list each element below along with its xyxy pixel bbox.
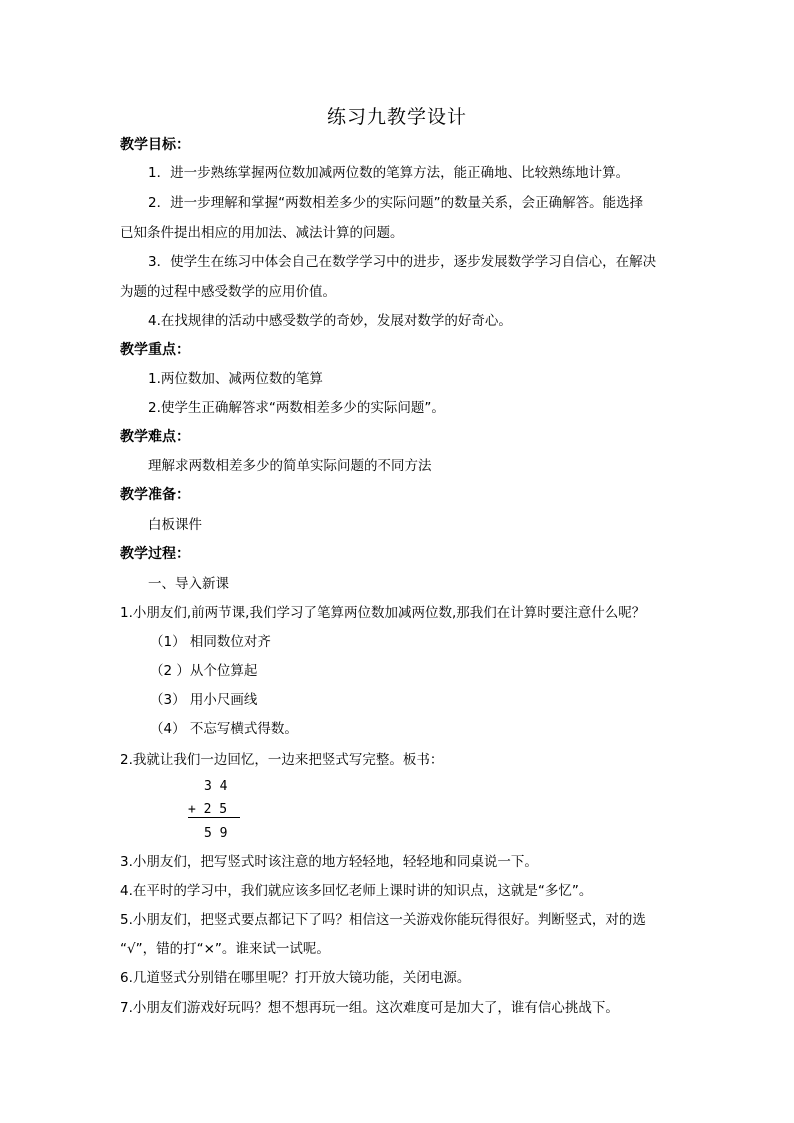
process-step-1: 1.小朋友们,前两节课,我们学习了笔算两位数加减两位数,那我们在计算时要注意什么呢？ <box>120 605 646 621</box>
process-item-3: （3） 用小尺画线 <box>150 692 258 708</box>
goal-line-4: 4.在找规律的活动中感受数学的奇妙，发展对数学的好奇心。 <box>148 313 512 329</box>
process-step-7: 7.小朋友们游戏好玩吗？想不想再玩一组。这次难度可是加大了，谁有信心挑战下。 <box>120 1000 619 1016</box>
process-step-5: 5.小朋友们，把竖式要点都记下了吗？相信这一关游戏你能玩得很好。判断竖式，对的选 <box>120 912 646 928</box>
process-step-2: 2.我就让我们一边回忆，一边来把竖式写完整。板书： <box>120 752 444 768</box>
key-heading: 教学重点： <box>120 342 190 358</box>
goals-heading: 教学目标： <box>120 137 190 153</box>
key-point-1: 1.两位数加、减两位数的笔算 <box>148 371 323 387</box>
goal-line-2: 2．进一步理解和掌握“两数相差多少的实际问题”的数量关系，会正确解答。能选择 <box>148 195 644 211</box>
process-step-5-cont: “√”，错的打“×”。谁来试一试呢。 <box>120 941 330 957</box>
goal-line-2-cont: 已知条件提出相应的用加法、减法计算的问题。 <box>120 225 404 241</box>
process-step-6: 6.几道竖式分别错在哪里呢？打开放大镜功能，关闭电源。 <box>120 970 471 986</box>
calc-row-1: 3 4 <box>204 779 228 794</box>
process-step-4: 4.在平时的学习中，我们就应该多回忆老师上课时讲的知识点，这就是“多忆”。 <box>120 883 593 899</box>
process-step-3: 3.小朋友们，把写竖式时该注意的地方轻轻地，轻轻地和同桌说一下。 <box>120 854 538 870</box>
prep-text: 白板课件 <box>148 517 202 533</box>
process-intro: 一、导入新课 <box>148 576 229 592</box>
difficulty-heading: 教学难点： <box>120 429 190 445</box>
goal-line-3-cont: 为题的过程中感受数学的应用价值。 <box>120 284 336 300</box>
process-item-4: （4） 不忘写横式得数。 <box>150 721 298 737</box>
goal-line-1: 1．进一步熟练掌握两位数加减两位数的笔算方法，能正确地、比较熟练地计算。 <box>148 165 630 181</box>
process-item-1: （1） 相同数位对齐 <box>150 634 271 650</box>
calc-row-2: + 2 5 <box>188 802 228 817</box>
calc-divider-line <box>188 817 240 818</box>
process-item-2: （2 ）从个位算起 <box>150 663 258 679</box>
key-point-2: 2.使学生正确解答求“两数相差多少的实际问题”。 <box>148 400 445 416</box>
goal-line-3: 3．使学生在练习中体会自己在数学学习中的进步，逐步发展数学学习自信心，在解决 <box>148 254 657 270</box>
calc-row-3: 5 9 <box>204 826 228 841</box>
prep-heading: 教学准备： <box>120 487 190 503</box>
process-heading: 教学过程： <box>120 546 190 562</box>
document-title: 练习九教学设计 <box>326 106 467 128</box>
difficulty-text: 理解求两数相差多少的简单实际问题的不同方法 <box>148 458 432 474</box>
